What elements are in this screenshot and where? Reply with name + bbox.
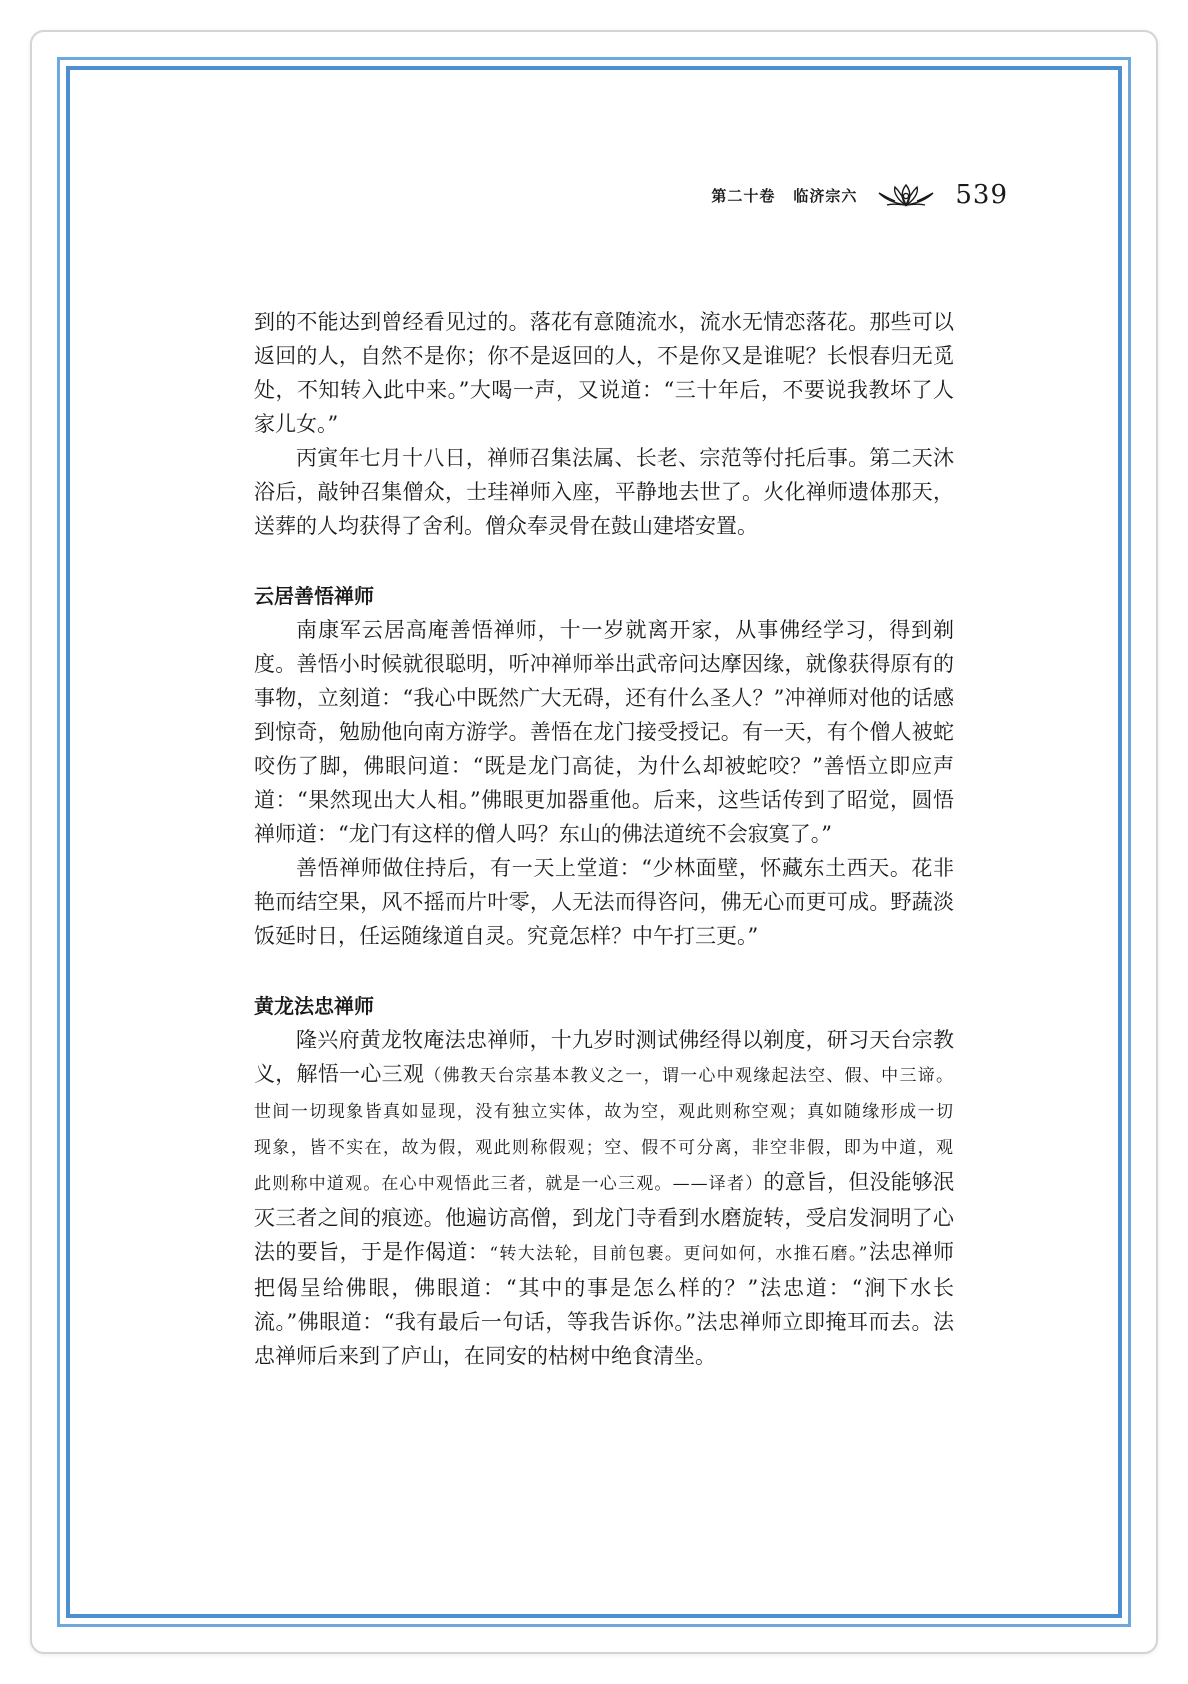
page-content — [254, 305, 954, 1373]
verse: “转大法轮，目前包裹。更问如何，水推石磨。” — [489, 1244, 869, 1264]
lotus-ornament-icon — [875, 181, 937, 209]
paragraph-1: 到的不能达到曾经看见过的。落花有意随流水，流水无情恋落花。那些可以返回的人，自然不是你；你不是返回的人，不是你又是谁呢？长恨春归无觅处，不知转入此中来。”大喝一声，又说道：“三十年后，不要说我教坏了人家儿女。” — [254, 310, 954, 436]
paragraph-2: 丙寅年七月十八日，禅师召集法属、长老、宗范等付托后事。第二天沐浴后，敲钟召集僧众，士珪禅师入座，平静地去世了。火化禅师遗体那天，送葬的人均获得了舍利。僧众奉灵骨在鼓山建塔安置。 — [254, 446, 954, 538]
paragraph-5-part-a: 隆兴府黄龙牧庵法忠禅师，十九岁时测试佛经得以剃度，研习天台宗教义，解悟一心三观 — [254, 1028, 954, 1086]
paragraph-3: 南康军云居高庵善悟禅师，十一岁就离开家，从事佛经学习，得到剃度。善悟小时候就很聪明，听冲禅师举出武帝问达摩因缘，就像获得原有的事物，立刻道：“我心中既然广大无碍，还有什么圣人？”冲禅师对他的话感到惊奇，勉励他向南方游学。善悟在龙门接受授记。有一天，有个僧人被蛇咬伤了脚，佛眼问道：“既是龙门高徒，为什么却被蛇咬？”善悟立即应声道：“果然现出大人相。”佛眼更加器重他。后来，这些话传到了昭觉，圆悟禅师道：“龙门有这样的僧人吗？东山的佛法道统不会寂寞了。” — [254, 618, 954, 846]
paragraph-5-part-b: 的意旨，但没能够泯灭三者之间的痕迹。他遍访高僧，到龙门寺看到水磨旋转，受启发洞明了心法的要旨，于是作偈道： — [254, 1170, 955, 1264]
paragraph-5 — [254, 1023, 954, 1373]
translator-note: （佛教天台宗基本教义之一，谓一心中观缘起法空、假、中三谛。世间一切现象皆真如显现，没有独立实体，故为空，观此则称空观；真如随缘形成一切现象，皆不实在，故为假，观此则称假观；空、假不可分离，非空非假，即为中道，观此则称中道观。在心中观悟此三者，就是一心三观。——译者） — [254, 1066, 955, 1194]
section-title-yunju: 云居善悟禅师 — [254, 584, 374, 608]
paragraph-5-part-c: 法忠禅师把偈呈给佛眼，佛眼道：“其中的事是怎么样的？”法忠道：“涧下水长流。”佛眼道：“我有最后一句话，等我告诉你。”法忠禅师立即掩耳而去。法忠禅师后来到了庐山，在同安的枯树中绝食清坐。 — [254, 1240, 955, 1368]
paragraph-4: 善悟禅师做住持后，有一天上堂道：“少林面壁，怀藏东土西天。花非艳而结空果，风不摇而片叶零，人无法而得咨问，佛无心而更可成。野蔬淡饭延时日，任运随缘道自灵。究竟怎样？中午打三更。” — [254, 856, 954, 948]
page-header — [711, 180, 1008, 210]
page-number: 539 — [955, 180, 1008, 210]
header-volume: 第二十卷 — [711, 186, 776, 205]
header-chapter: 临济宗六 — [793, 186, 858, 205]
section-title-huanglong: 黄龙法忠禅师 — [254, 994, 374, 1018]
